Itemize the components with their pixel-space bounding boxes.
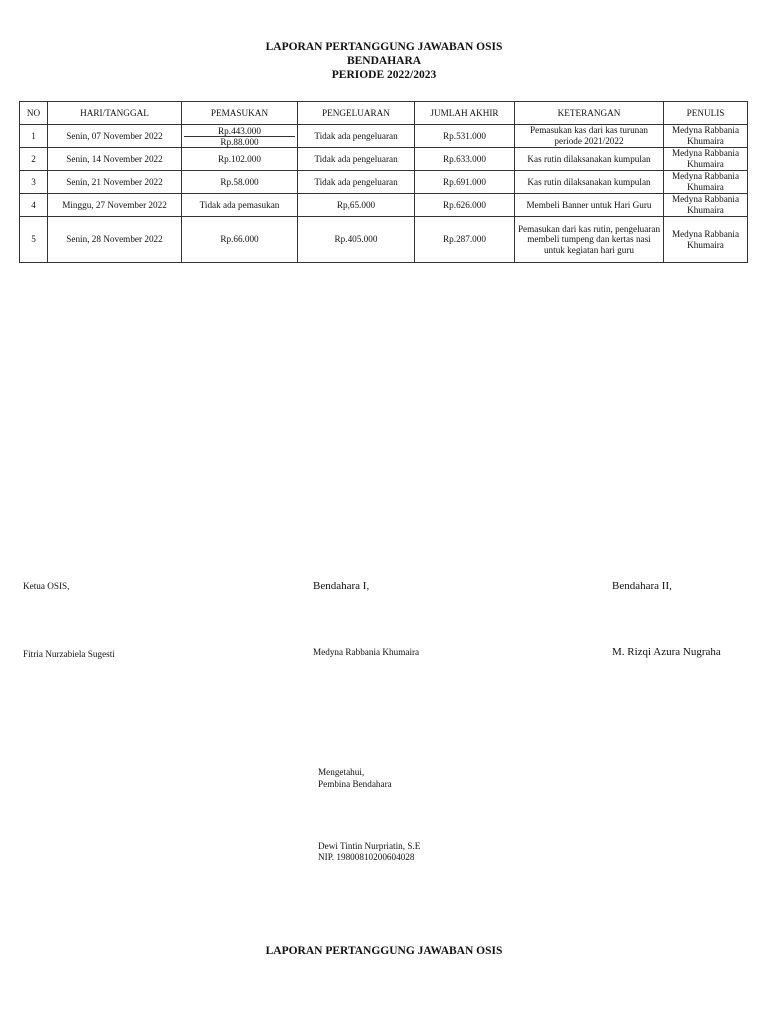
row-income: Rp.66.000 xyxy=(182,217,298,263)
table-row xyxy=(20,171,748,194)
column-header: JUMLAH AKHIR xyxy=(415,102,515,125)
column-header: PENGELUARAN xyxy=(298,102,415,125)
row-number: 2 xyxy=(20,148,48,171)
row-total: Rp.626.000 xyxy=(415,194,515,217)
row-expense: Tidak ada pengeluaran xyxy=(298,171,415,194)
row-total: Rp.531.000 xyxy=(415,125,515,148)
row-note: Membeli Banner untuk Hari Guru xyxy=(515,194,664,217)
row-expense: Rp.405.000 xyxy=(298,217,415,263)
row-date: Senin, 21 November 2022 xyxy=(48,171,182,194)
row-number: 1 xyxy=(20,125,48,148)
bendahara2-role: Bendahara II, xyxy=(612,580,672,592)
table-row xyxy=(20,217,748,263)
row-total: Rp.633.000 xyxy=(415,148,515,171)
row-date: Senin, 28 November 2022 xyxy=(48,217,182,263)
column-header: NO xyxy=(20,102,48,125)
table-row xyxy=(20,125,748,148)
pembina-name: Dewi Tintin Nurpriatin, S.E xyxy=(318,841,421,851)
ketua-name: Fitria Nurzabiela Sugesti xyxy=(23,649,115,659)
row-writer: Medyna Rabbania Khumaira xyxy=(664,125,748,148)
row-note: Kas rutin dilaksanakan kumpulan xyxy=(515,148,664,171)
row-date: Minggu, 27 November 2022 xyxy=(48,194,182,217)
column-header: HARI/TANGGAL xyxy=(48,102,182,125)
row-income: Rp.102.000 xyxy=(182,148,298,171)
row-expense: Rp,65.000 xyxy=(298,194,415,217)
column-header: PENULIS xyxy=(664,102,748,125)
row-date: Senin, 14 November 2022 xyxy=(48,148,182,171)
table-header-row xyxy=(20,102,748,125)
row-income: Tidak ada pemasukan xyxy=(182,194,298,217)
row-note: Pemasukan kas dari kas turunan periode 2021/2022 xyxy=(515,125,664,148)
row-writer: Medyna Rabbania Khumaira xyxy=(664,171,748,194)
row-expense: Tidak ada pengeluaran xyxy=(298,125,415,148)
row-income-part: Rp.88.000 xyxy=(220,136,259,147)
row-date: Senin, 07 November 2022 xyxy=(48,125,182,148)
row-writer: Medyna Rabbania Khumaira xyxy=(664,217,748,263)
row-number: 3 xyxy=(20,171,48,194)
next-page-title: LAPORAN PERTANGGUNG JAWABAN OSIS xyxy=(265,945,503,957)
row-number: 4 xyxy=(20,194,48,217)
column-header: KETERANGAN xyxy=(515,102,664,125)
report-period: PERIODE 2022/2023 xyxy=(331,69,437,81)
row-number: 5 xyxy=(20,217,48,263)
row-income xyxy=(182,125,298,148)
table-row xyxy=(20,148,748,171)
report-subtitle: BENDAHARA xyxy=(346,55,422,67)
row-expense: Tidak ada pengeluaran xyxy=(298,148,415,171)
pembina-acknowledge: Mengetahui, xyxy=(318,767,365,777)
row-total: Rp.691.000 xyxy=(415,171,515,194)
pembina-nip: NIP. 19800810200604028 xyxy=(318,852,415,862)
pembina-role: Pembina Bendahara xyxy=(318,779,392,789)
column-header: PEMASUKAN xyxy=(182,102,298,125)
row-writer: Medyna Rabbania Khumaira xyxy=(664,194,748,217)
row-note: Pemasukan dari kas rutin, pengeluaran membeli tumpeng dan kertas nasi untuk kegiatan hari guru xyxy=(515,217,664,263)
finance-table xyxy=(19,101,748,263)
bendahara2-name: M. Rizqi Azura Nugraha xyxy=(612,646,721,658)
ketua-role: Ketua OSIS, xyxy=(23,581,70,591)
row-writer: Medyna Rabbania Khumaira xyxy=(664,148,748,171)
report-title: LAPORAN PERTANGGUNG JAWABAN OSIS xyxy=(265,41,503,53)
bendahara1-role: Bendahara I, xyxy=(313,580,370,592)
table-row xyxy=(20,194,748,217)
bendahara1-name: Medyna Rabbania Khumaira xyxy=(313,647,420,657)
row-income-part: Rp.443.000 xyxy=(184,126,295,137)
row-total: Rp.287.000 xyxy=(415,217,515,263)
row-note: Kas rutin dilaksanakan kumpulan xyxy=(515,171,664,194)
row-income: Rp.58.000 xyxy=(182,171,298,194)
